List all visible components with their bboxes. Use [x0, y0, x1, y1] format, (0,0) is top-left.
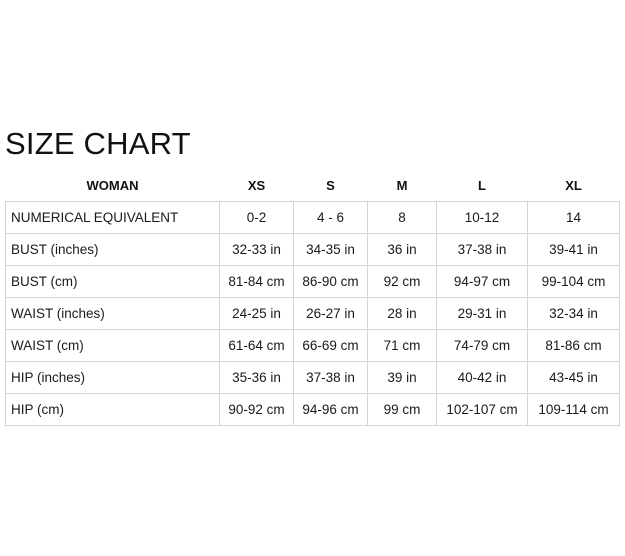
size-value-cell-xs: 35-36 in — [220, 362, 294, 394]
size-value-cell-l: 29-31 in — [437, 298, 528, 330]
row-label-cell: BUST (cm) — [6, 266, 220, 298]
size-value-cell-s: 4 - 6 — [294, 202, 368, 234]
table-header — [6, 170, 620, 202]
size-value-cell-xl: 39-41 in — [528, 234, 620, 266]
header-cell-xs: XS — [247, 178, 266, 193]
header-cell-woman: WOMAN — [86, 178, 139, 193]
size-value-cell-l: 40-42 in — [437, 362, 528, 394]
size-value-cell-s: 66-69 cm — [294, 330, 368, 362]
size-value-cell-xl: 109-114 cm — [528, 394, 620, 426]
size-value-cell-xs: 90-92 cm — [220, 394, 294, 426]
size-value-cell-xl: 43-45 in — [528, 362, 620, 394]
row-label-cell: WAIST (inches) — [6, 298, 220, 330]
size-value-cell-l: 37-38 in — [437, 234, 528, 266]
size-value-cell-xs: 81-84 cm — [220, 266, 294, 298]
size-value-cell-xs: 0-2 — [220, 202, 294, 234]
size-value-cell-xl: 99-104 cm — [528, 266, 620, 298]
row-label-cell: HIP (inches) — [6, 362, 220, 394]
size-value-cell-m: 36 in — [368, 234, 437, 266]
row-label-cell: HIP (cm) — [6, 394, 220, 426]
size-value-cell-s: 26-27 in — [294, 298, 368, 330]
size-value-cell-l: 74-79 cm — [437, 330, 528, 362]
header-cell-l: L — [478, 178, 486, 193]
header-cell-xl: XL — [565, 178, 582, 193]
size-value-cell-m: 8 — [368, 202, 437, 234]
table-row — [6, 394, 620, 426]
size-value-cell-m: 71 cm — [368, 330, 437, 362]
table-row — [6, 330, 620, 362]
header-cell-s: S — [326, 178, 335, 193]
size-value-cell-s: 37-38 in — [294, 362, 368, 394]
page-title: SIZE CHART — [5, 126, 191, 161]
size-value-cell-m: 39 in — [368, 362, 437, 394]
table-row — [6, 298, 620, 330]
size-value-cell-xs: 32-33 in — [220, 234, 294, 266]
size-value-cell-m: 92 cm — [368, 266, 437, 298]
table-row — [6, 362, 620, 394]
header-row — [6, 170, 620, 202]
size-value-cell-m: 28 in — [368, 298, 437, 330]
header-cell-m: M — [396, 178, 408, 193]
size-value-cell-s: 86-90 cm — [294, 266, 368, 298]
size-value-cell-l: 10-12 — [437, 202, 528, 234]
row-label-cell: WAIST (cm) — [6, 330, 220, 362]
table-row — [6, 266, 620, 298]
size-value-cell-xl: 14 — [528, 202, 620, 234]
size-value-cell-xs: 61-64 cm — [220, 330, 294, 362]
size-value-cell-xl: 32-34 in — [528, 298, 620, 330]
size-value-cell-xs: 24-25 in — [220, 298, 294, 330]
row-label-cell: NUMERICAL EQUIVALENT — [6, 202, 220, 234]
table-body — [6, 202, 620, 426]
table-row — [6, 234, 620, 266]
size-value-cell-l: 94-97 cm — [437, 266, 528, 298]
table-row — [6, 202, 620, 234]
size-value-cell-l: 102-107 cm — [437, 394, 528, 426]
size-value-cell-m: 99 cm — [368, 394, 437, 426]
size-value-cell-s: 94-96 cm — [294, 394, 368, 426]
size-value-cell-s: 34-35 in — [294, 234, 368, 266]
size-chart-table — [5, 170, 620, 426]
size-value-cell-xl: 81-86 cm — [528, 330, 620, 362]
row-label-cell: BUST (inches) — [6, 234, 220, 266]
